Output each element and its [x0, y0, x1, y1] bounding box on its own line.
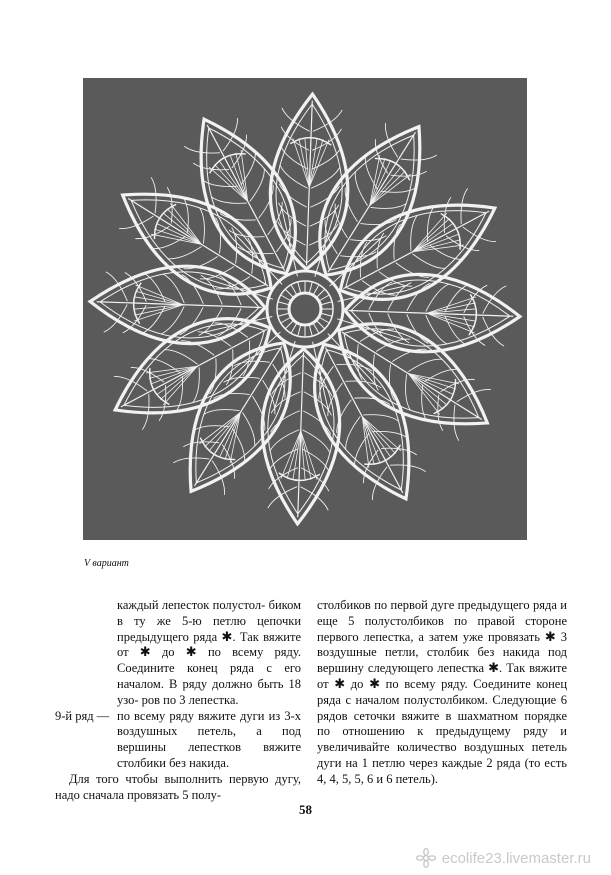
continued-paragraph — [317, 598, 567, 788]
doily-center — [289, 293, 321, 325]
doily-petal — [97, 294, 288, 444]
flower-icon — [416, 848, 436, 868]
row-label: 9-й ряд — — [55, 708, 110, 723]
doily-spoke — [228, 332, 280, 380]
star-symbol: ✱ — [334, 676, 346, 692]
doily-illustration — [83, 78, 527, 540]
text-line: конец ряда с его началом. — [117, 661, 301, 691]
doily-photo — [83, 78, 527, 540]
star-symbol: ✱ — [139, 645, 151, 661]
star-symbol: ✱ — [544, 629, 556, 645]
doily-spoke — [328, 334, 376, 386]
star-symbol: ✱ — [221, 629, 233, 645]
page-number: 58 — [299, 802, 312, 817]
text-line: биком в ту же 5-ю петлю — [117, 598, 301, 628]
star-symbol: ✱ — [488, 661, 500, 677]
text-fragment: 3 воздушные петли, столбик без накида под вершину следующего лепестка — [317, 629, 568, 676]
text-line: по всему ряду. Соедините — [117, 645, 302, 676]
instruction-paragraph: Для того чтобы выполнить первую дугу, надо сначала провязать 5 полу- — [55, 771, 301, 802]
continued-paragraph — [55, 598, 301, 709]
row-9-instruction — [55, 709, 301, 772]
text-line: цепочки предыдущего ряда — [117, 613, 302, 644]
text-fragment: . Так вяжите от — [317, 661, 568, 691]
text-line: . Так вяжите от — [117, 629, 302, 660]
doily-petal — [102, 162, 291, 320]
text-line: до — [161, 645, 175, 660]
star-symbol: ✱ — [369, 676, 380, 692]
watermark — [416, 848, 591, 868]
text-line: В ряду должно быть 18 узо- — [117, 676, 301, 707]
doily-petal — [293, 106, 451, 295]
doily-petal — [170, 101, 320, 292]
doily-spoke — [330, 237, 382, 285]
text-fragment: до — [350, 676, 364, 691]
doily-petal — [158, 322, 316, 511]
text-fragment: по всему ряду. Соедините конец ряда с началом полустолбиком. Следующие 6 рядов сеточки вяжите в шахматном порядке по отношению к предыдущему ряду и увеличивайте количество воздушных петель дуги на 1 петлю через каждые 2 ряда (то есть 4, 4, 5, 5, 6 и 6 петель). — [317, 676, 568, 786]
row-text: по всему ряду вяжите дуги из 3-х воздушных петель, а под вершины лепестков вяжите столбики без накида. — [117, 708, 301, 770]
text-column-left — [55, 598, 301, 803]
watermark-text: ecolife23.livemaster.ru — [441, 849, 591, 867]
doily-petal — [318, 297, 507, 455]
doily-spoke — [233, 232, 281, 284]
doily-petal — [290, 326, 440, 517]
text-fragment: столбиков по первой дуге предыдущего ряда и еще 5 полустолбиков по правой стороне первого лепестка, а затем уже провязать — [317, 598, 567, 644]
text-column-right — [317, 598, 567, 788]
text-line: каждый лепесток полустол- — [117, 598, 266, 612]
star-symbol: ✱ — [185, 645, 197, 661]
figure-caption: V вариант — [84, 558, 129, 569]
text-line: ров по 3 лепестка. — [141, 692, 239, 707]
doily-petal — [322, 174, 513, 324]
